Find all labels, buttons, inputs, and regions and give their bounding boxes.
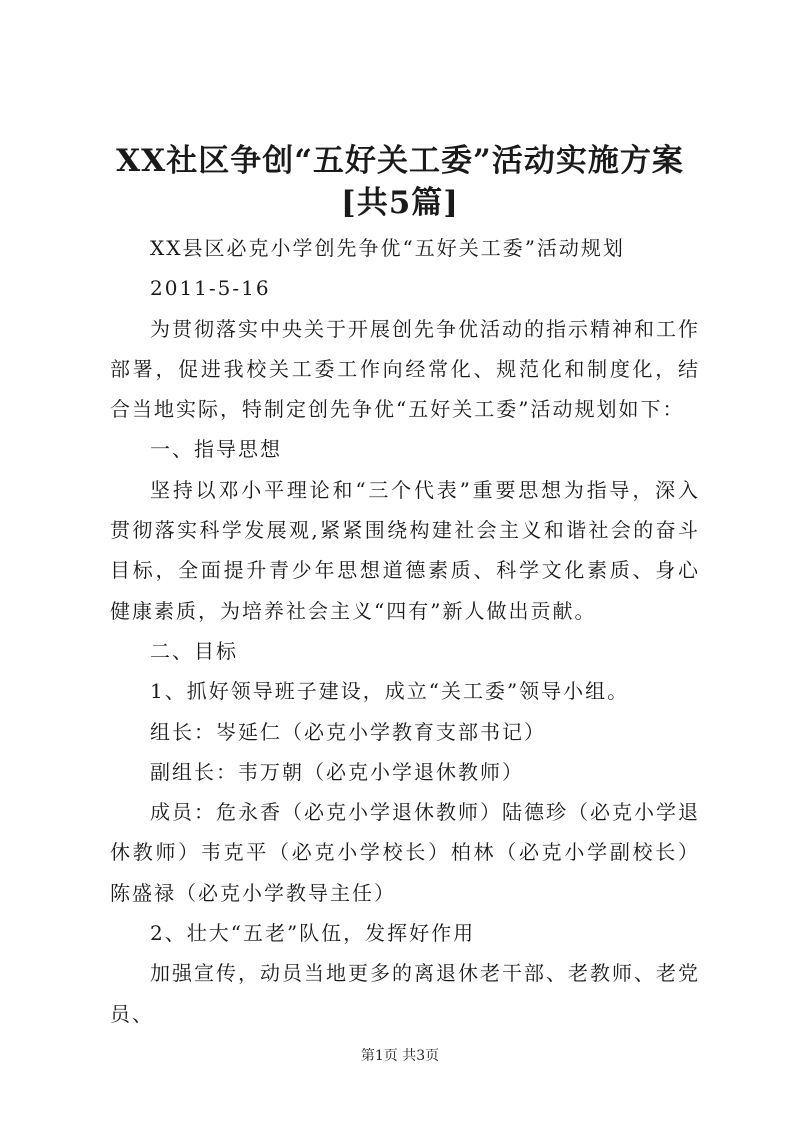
section-heading-goals: 二、目标	[150, 638, 238, 663]
paragraph-intro: 为贯彻落实中央关于开展创先争优活动的指示精神和工作部署，促进我校关工委工作向经常化、规范化和制度化，结合当地实际，特制定创先争优“五好关工委”活动规划如下：	[110, 316, 700, 422]
page-number-footer: 第1页 共3页	[360, 1048, 440, 1064]
paragraph-goal-1: 1、抓好领导班子建设，成立“关工委”领导小组。	[150, 679, 630, 704]
section-heading-guiding-thought: 一、指导思想	[150, 437, 282, 462]
paragraph-school-plan-heading: XX县区必克小学创先争优“五好关工委”活动规划	[150, 236, 625, 260]
document-title: XX社区争创“五好关工委”活动实施方案[共5篇]	[116, 143, 684, 221]
paragraph-guiding-thought: 坚持以邓小平理论和“三个代表”重要思想为指导，深入贯彻落实科学发展观,紧紧围绕构建社会主义和谐社会的奋斗目标，全面提升青少年思想道德素质、科学文化素质、身心健康素质，为培养社会主义“四有”新人做出贡献。	[110, 477, 700, 623]
paragraph-deputy-leader: 副组长：韦万朝（必克小学退休教师）	[150, 759, 524, 784]
paragraph-members: 成员：危永香（必克小学退休教师）陆德珍（必克小学退休教师）韦克平（必克小学校长）柏林（必克小学副校长）陈盛禄（必克小学教导主任）	[110, 800, 700, 905]
paragraph-date: 2011-5-16	[150, 276, 271, 301]
paragraph-publicity: 加强宣传，动员当地更多的离退休老干部、老教师、老党员、	[110, 961, 700, 1026]
paragraph-goal-2: 2、壮大“五老”队伍，发挥好作用	[150, 921, 476, 946]
paragraph-team-leader: 组长：岑延仁（必克小学教育支部书记）	[150, 719, 546, 744]
document-body	[110, 228, 700, 1034]
